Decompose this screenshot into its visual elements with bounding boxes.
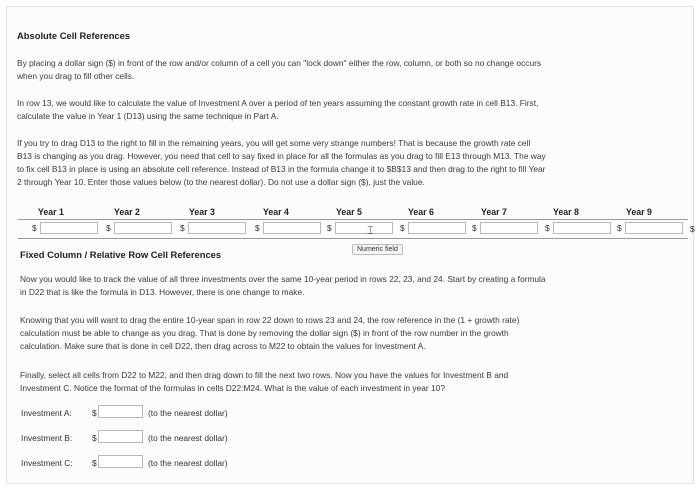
year-header: Year 8 bbox=[553, 207, 579, 217]
investment-b-label: Investment B: bbox=[21, 433, 73, 443]
currency-symbol: $ bbox=[106, 223, 111, 233]
year-header: Year 5 bbox=[336, 207, 362, 217]
currency-symbol: $ bbox=[545, 223, 550, 233]
section-title-fixed-column: Fixed Column / Relative Row Cell References bbox=[20, 249, 222, 260]
text-line: In row 13, we would like to calculate the value of Investment A over a period of ten years assuming the constant growth rate in cell B13. First, bbox=[17, 98, 539, 108]
currency-symbol: $ bbox=[327, 223, 332, 233]
text-line: to fix cell B13 in place is using an absolute cell reference. Instead of B13 in the formula change it to $B$13 and then drag to the right to fill Year bbox=[17, 164, 546, 174]
text-line: in D22 that is like the formula in D13. However, there is one change to make. bbox=[20, 287, 305, 297]
rounding-note: (to the nearest dollar) bbox=[148, 458, 228, 468]
year-header: Year 4 bbox=[263, 207, 289, 217]
year-header: Year 9 bbox=[626, 207, 652, 217]
currency-symbol: $ bbox=[472, 223, 477, 233]
investment-b-input[interactable] bbox=[98, 430, 143, 443]
table-top-rule bbox=[18, 219, 688, 220]
text-line: By placing a dollar sign ($) in front of the row and/or column of a cell you can "lock down" either the row, column, or both so no change occurs bbox=[17, 58, 542, 68]
year-header: Year 3 bbox=[189, 207, 215, 217]
year-header: Year 1 bbox=[38, 207, 64, 217]
rounding-note: (to the nearest dollar) bbox=[148, 408, 228, 418]
currency-symbol: $ bbox=[255, 223, 260, 233]
year-3-input[interactable] bbox=[188, 222, 246, 234]
investment-c-input[interactable] bbox=[98, 455, 143, 468]
section-title-absolute: Absolute Cell References bbox=[17, 30, 131, 41]
text-cursor-icon: ⌶ bbox=[367, 225, 374, 237]
year-5-input[interactable] bbox=[335, 222, 393, 234]
year-2-input[interactable] bbox=[114, 222, 172, 234]
paragraph-drag-instructions bbox=[17, 137, 667, 189]
text-line: 2 through Year 10. Enter those values below (to the nearest dollar). Do not use a dollar sign ($), just the value. bbox=[17, 177, 425, 187]
currency-symbol: $ bbox=[92, 433, 97, 443]
text-line: calculation. Make sure that is done in cell D22, then drag across to M22 to obtain the values for Investment A. bbox=[20, 341, 426, 351]
text-line: Knowing that you will want to drag the entire 10-year span in row 22 down to rows 23 and 24, the row reference in the (1 + growth rate) bbox=[20, 315, 520, 325]
year-header: Year 6 bbox=[408, 207, 434, 217]
text-line: when you drag to fill other cells. bbox=[17, 71, 135, 81]
text-line: calculation must be able to change as you drag. That is done by removing the dollar sign ($) in front of the row number in the growth bbox=[20, 328, 509, 338]
currency-symbol: $ bbox=[92, 458, 97, 468]
year-9-input[interactable] bbox=[625, 222, 683, 234]
paragraph-fill-down bbox=[20, 369, 670, 395]
year-header: Year 7 bbox=[481, 207, 507, 217]
table-bottom-rule bbox=[18, 238, 688, 239]
currency-symbol: $ bbox=[180, 223, 185, 233]
investment-a-label: Investment A: bbox=[21, 408, 72, 418]
investment-a-input[interactable] bbox=[98, 405, 143, 418]
currency-symbol: $ bbox=[617, 223, 622, 233]
year-header: Year 2 bbox=[114, 207, 140, 217]
numeric-field-tooltip: Numeric field bbox=[352, 244, 403, 255]
year-1-input[interactable] bbox=[40, 222, 98, 234]
currency-symbol: $ bbox=[400, 223, 405, 233]
paragraph-row13 bbox=[17, 97, 667, 123]
paragraph-track-investments bbox=[20, 273, 670, 299]
year-8-input[interactable] bbox=[553, 222, 611, 234]
investment-c-label: Investment C: bbox=[21, 458, 73, 468]
text-line: Now you would like to track the value of all three investments over the same 10-year period in rows 22, 23, and 24. Start by creating a formula bbox=[20, 274, 546, 284]
text-line: If you try to drag D13 to the right to fill in the remaining years, you will get some very strange numbers! That is because the growth rate cell bbox=[17, 138, 531, 148]
text-line: B13 is changing as you drag. However, you need that cell to say fixed in place for all the formulas as you drag to fill E13 through M13. The way bbox=[17, 151, 546, 161]
rounding-note: (to the nearest dollar) bbox=[148, 433, 228, 443]
currency-symbol: $ bbox=[690, 224, 695, 234]
currency-symbol: $ bbox=[92, 408, 97, 418]
currency-symbol: $ bbox=[32, 223, 37, 233]
year-7-input[interactable] bbox=[480, 222, 538, 234]
paragraph-relative-row bbox=[20, 314, 670, 353]
text-line: Investment C. Notice the format of the formulas in cells D22:M24. What is the value of each investment in year 10? bbox=[20, 383, 445, 393]
text-line: calculate the value in Year 1 (D13) using the same technique in Part A. bbox=[17, 111, 279, 121]
text-line: Finally, select all cells from D22 to M22, and then drag down to fill the next two rows. Now you have the values for Investment B and bbox=[20, 370, 509, 380]
year-6-input[interactable] bbox=[408, 222, 466, 234]
paragraph-intro bbox=[17, 57, 667, 83]
year-4-input[interactable] bbox=[263, 222, 321, 234]
